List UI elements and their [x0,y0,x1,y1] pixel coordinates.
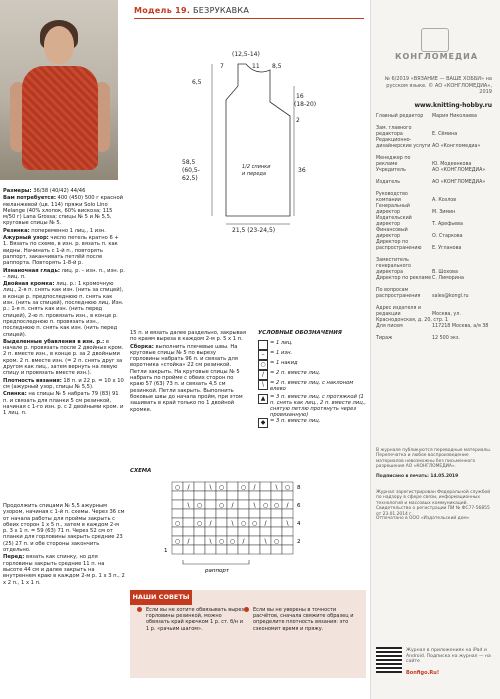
imprint-key: Генеральный директор [376,204,410,215]
imprint-value: С. Лиморина [432,276,464,281]
imprint-key: Финансовый директор [376,228,408,239]
chart-symbol: ○ [218,484,225,491]
imprint-row [376,126,492,138]
legend-text: = 3 п. вместе лиц. [270,418,321,424]
chart-symbol: \ [264,538,267,545]
imprint-value: В. Шохова [432,270,458,275]
imprint-key: Директор по распространению [376,240,422,251]
imprint-key: Зам. главного редактора [376,126,412,137]
imprint-key: Для писем [376,324,403,329]
chart-title: СХЕМА [130,468,152,474]
chart-cell [271,491,282,500]
qr-text: Журнал в приложениях на iPad и Android. Подписка на журнал — на сайте [406,648,491,665]
col1-paragraph-heading: Двойная кромка: [3,281,55,288]
col1-paragraph-heading: Ажурный узор: [3,235,49,242]
imprint-value: АО «КОНГЛОМЕДИА» [432,180,486,185]
chart-cell [183,491,194,500]
chart-symbol: ○ [196,502,203,509]
brand-subtitle: № 6/2019 «ВЯЗАНИЕ — ВАШЕ ХОББИ» на русском языке. © АО «КОНГЛОМЕДИА», 2019 [384,76,492,95]
chart-cell [183,509,194,518]
instructions-column-2 [130,330,246,414]
imprint-value: 117218 Москва, а/я 38 [432,324,489,329]
schema-note-1: 1/2 спинки [242,164,271,170]
chart-cell [194,545,205,554]
chart-cell [238,500,249,509]
chart-cell [183,527,194,536]
legend-text: = 1 лиц. [270,340,293,346]
chart-symbol: / [253,484,256,491]
rapport-bracket [183,560,249,564]
col1-paragraph-text: число петель кратно 6 + 1. Вязать по схеме, в изн. р. вязать п. как видны. Начинать с 1-й п., повторять раппорт, заканчивать петлёй после раппорта. Повторять 1-8-й р. [3,235,119,267]
imprint-row [376,336,492,342]
chart-cell [205,500,216,509]
photo-vest [22,66,98,170]
imprint-row [376,192,492,204]
col1b-paragraph [3,503,125,553]
chart-symbol: ○ [273,538,280,545]
chart-cell [216,545,227,554]
legend-item [258,418,368,430]
col1-paragraph-heading: Спинка: [3,391,27,398]
imprint-key: Адрес издателя и редакции [376,306,422,317]
schema-top-width: (12,5-14) [232,51,260,58]
chart-symbol: ○ [240,484,247,491]
imprint-value: Е. Сёмина [432,132,458,137]
imprint-value: Е. Угланова [432,246,462,251]
schema-right-2: 2 [296,117,300,124]
chart-symbol: \ [209,538,212,545]
chart-symbol: / [242,538,245,545]
chart-cell [172,545,183,554]
col1-paragraph [3,188,125,194]
imprint-row [376,156,492,168]
col1-paragraph-text: 18 п. и 22 р. = 10 х 10 см (ажурный узор, спицы № 5,5). [3,377,124,390]
imprint-value: sales@kongl.ru [432,294,469,299]
chart-symbol: \ [187,502,190,509]
chart-cell [216,518,227,527]
col1-paragraph-text: попеременно 1 лиц., 1 изн. [29,227,106,234]
chart-cell [172,527,183,536]
printer-text: Отпечатано в ООО «Издательский дом» [376,516,470,521]
chart-cell [205,527,216,536]
imprint-key: Издательский директор [376,216,412,227]
chart-cell [249,545,260,554]
schema-height-3: 62,5) [182,175,198,182]
chart-symbol: \ [231,520,234,527]
tip-1-text: Если вы не хотите обвязывать вырез горловины резинкой, можно обвязать край крючком 1 р. ст. б/н и 1 р. «рачьим шагом». [146,607,245,632]
imprint-key: Главный редактор [376,114,424,119]
col1-paragraph [3,378,125,391]
col1-paragraph-text: на спицы № 5 набрать 79 (83) 91 п. и связать для планки 5 см резинкой, начиная с 1-го изн. р. с 2 двойными кром. и 1 лиц. п. [3,391,124,417]
imprint-key: Редакционно-дизайнерские услуги [376,138,431,149]
chart-cell [183,518,194,527]
chart-symbol: ○ [229,538,236,545]
tip-2-text: Если вы не уверены в точности расчётов, сначала свяжите образец и определите плотность вязания: это сэкономит время и пряжу. [253,607,354,632]
chart-cell [271,518,282,527]
brand-logo-icon [421,28,449,52]
schema-top-left: 7 [220,63,224,70]
legend-symbol-icon: \ [258,380,268,390]
chart-cell [216,509,227,518]
col1-paragraph-text: 400 (450) 500 г красной меланжевой (цв. 114) пряжи Solo Lino Melange (40% хлопок, 60% вискоза; 115 м/50 г) Lana Grossa; спицы № 5 и № 5,5, круговые спицы № 5. [3,195,124,227]
chart-cell [282,491,293,500]
col1b-paragraph-text: вязать как спинку, но для горловины закрыть средние 11 п. на высоте 44 см и далее закрыть на внутреннем краю в каждом 2-м р. 1 х 3 п., 2 х 2 п., 1 х 1 п. [3,554,125,586]
chart-cell [172,500,183,509]
chart-cell [260,527,271,536]
chart-row-number: 4 [297,521,301,527]
tip-1 [146,607,246,632]
brand-name: КОНГЛОМЕДИА [395,52,479,61]
chart-cell [249,536,260,545]
imprint-row [376,168,492,174]
col1-paragraph [3,281,125,338]
chart-symbol: \ [209,484,212,491]
col1b-paragraph [3,554,125,585]
stitch-chart [132,476,364,586]
imprint-row [376,324,492,330]
chart-cell [205,545,216,554]
instructions-column-1 [3,188,125,417]
col1-paragraph-heading: Резинка: [3,227,30,234]
col1-paragraph-heading: Размеры: [3,188,32,194]
col1-paragraph [3,228,125,234]
chart-cell [216,527,227,536]
tip-bullet [137,607,142,612]
imprint-key: Издатель [376,180,401,185]
imprint-key: Учредитель [376,168,406,173]
schema-height-1: 58,5 [182,159,196,166]
chart-cell [282,545,293,554]
schema-outline [226,64,290,216]
chart-symbol: ○ [284,484,291,491]
chart-cell [238,527,249,536]
chart-cell [271,509,282,518]
chart-cell [249,509,260,518]
chart-cell [260,545,271,554]
chart-cell [194,482,205,491]
model-photo [0,0,118,180]
chart-cell [194,509,205,518]
col1-paragraph-heading: Вам потребуется: [3,195,56,202]
chart-cell [282,509,293,518]
chart-cell [249,491,260,500]
imprint-key: Менеджер по рекламе [376,156,411,167]
print-date: Подписано в печать: 14.05.2019 [376,474,459,479]
legend-text: = 1 изн. [270,350,293,356]
schema-side-height: 36 [298,167,306,174]
imprint-key: Тираж [376,336,393,341]
imprint-value: 12 500 экз. [432,336,460,341]
schema-height-2: (60,5- [182,167,200,174]
chart-symbol: / [187,538,190,545]
col1-paragraph [3,268,125,281]
legend-symbol-icon: ▲ [258,394,268,404]
col1-paragraph [3,391,125,416]
qr-site[interactable]: Bonfigo.Ru! [406,670,440,676]
photo-head [44,26,74,64]
imprint-value: А. Козлов [432,198,457,203]
chart-symbol: / [286,502,289,509]
chart-cell [227,527,238,536]
qr-code-icon[interactable] [376,647,402,673]
chart-symbol: \ [286,520,289,527]
legend-text: = 2 п. вместе лиц. с наклоном влево [270,380,354,392]
legend-symbol-icon [258,340,268,350]
chart-cell [238,509,249,518]
chart-row-number: 2 [297,539,301,545]
legend-text: = 1 накид [270,360,298,366]
chart-symbol: / [187,484,190,491]
imprint-value: АО «Конгломедиа» [432,144,481,149]
rapport-label: раппорт [205,568,230,574]
model-label: Модель 19. [134,6,191,15]
model-title [134,6,249,15]
title-rule [134,18,364,19]
imprint-row [376,114,492,120]
chart-cell [194,536,205,545]
chart-symbol: ○ [273,502,280,509]
schema-note-2: и переда [242,171,266,177]
chart-cell [227,545,238,554]
chart-cell [205,491,216,500]
col1-paragraph-heading: Плотность вязания: [3,377,62,384]
legend-text: = 2 п. вместе лиц. [270,370,321,376]
chart-symbol: ○ [262,502,269,509]
col1-paragraph [3,235,125,266]
imprint-row [376,228,492,240]
chart-cell [205,509,216,518]
imprint-value: М. Зимин [432,210,456,215]
imprint-value: Мария Николаева [432,114,477,119]
col2-paragraph [130,344,246,413]
chart-symbol: ○ [240,520,247,527]
chart-cell [183,545,194,554]
legend-symbol-icon: ○ [258,360,268,370]
legend-symbol-icon: / [258,370,268,380]
tips-heading: НАШИ СОВЕТЫ [130,590,192,605]
chart-cell [227,482,238,491]
col1b-paragraph-text: Продолжить спицами № 5,5 ажурным узором, начиная с 1-й п. схемы. Через 36 см от начала работы для проймы закрыть с обеих сторон 1 х 5 п., затем в каждом 2-м р. 3 х 1 п. = 59 (63) 71 п. Через 52 см от планки для горловины закрыть средние 23 (25) 27 п. и обе стороны закончить отдельно. [3,503,125,554]
chart-cell [238,491,249,500]
imprint-row [376,306,492,324]
legend-title: УСЛОВНЫЕ ОБОЗНАЧЕНИЯ [258,330,342,336]
imprint-value: Ю. Модеенкова [432,162,472,167]
imprint-value: Т. Арефьева [432,222,463,227]
col2-paragraph-text: выполнить плечевые швы. На круговые спицы № 5 по вырезу горловины набрать 96 п. и связать для воротника «стойка» 22 см резинкой. Петли закрыть. На круговые спицы № 5 набрать по пройме с обеих сторон по краю 57 (63) 73 п. и связать 4,5 см резинкой. Петли закрыть. Выполнить боковые швы до начала пройм, при этом зашивать в край только по 1 двойной кромке. [130,343,243,413]
instructions-column-1b [3,503,125,587]
chart-cell [260,482,271,491]
imprint-row [376,138,492,150]
chart-symbol: / [209,520,212,527]
tip-bullet [244,607,249,612]
schema-armhole-dim: 6,5 [192,79,202,86]
legend-text: = 3 п. вместе лиц. с протяжкой (1 п. снять как лиц., 2 п. вместе лиц., снятую петлю протянуть через провязанную) [270,394,367,418]
imprint-row [376,180,492,186]
imprint-key: По вопросам распространения [376,288,421,299]
chart-cell [271,545,282,554]
chart-cell [227,491,238,500]
imprint-row [376,258,492,276]
chart-stitch-number: 1 [164,548,168,554]
col1-paragraph [3,339,125,377]
chart-symbol: \ [275,484,278,491]
imprint-key: Руководство компании [376,192,408,203]
brand-site[interactable]: www.knitting-hobby.ru [414,102,492,109]
legend-item [258,380,368,392]
chart-symbol: ○ [196,520,203,527]
imprint-row [376,216,492,228]
chart-cell [282,527,293,536]
chart-symbol: \ [253,502,256,509]
col1-paragraph-text: в начале р. провязать после 2 двойных кром. 2 п. вместе изн., в конце р. за 2 двойными кром. 2 п. вместе изн. (= 2 п. снять друг за другом как лиц., затем вернуть на левую спицу и провязать вместе изн.). [3,338,124,377]
schema-top-right: 8,5 [272,63,282,70]
col1-paragraph-heading: Выделенные убавления в изн. р.: [3,338,105,345]
imprint-value: О. Старкова [432,234,463,239]
chart-cell [172,491,183,500]
col1-paragraph-text: лиц. р.: 1 кромочную лиц., 2-я п. снять как изн. (нить за спицей), в конце р. предпоследнюю п. снять как изн. (нить за спицей), последнюю лиц. Изн. р.: 1-я п. снять как изн. (нить перед спицей), 2-ю п. провязать изн., в конце р. предпоследнюю п. провязать изн., последнюю п. снять как изн. (нить перед спицей). [3,281,124,338]
chart-cell [238,545,249,554]
chart-cell [194,491,205,500]
col1b-paragraph-heading: Перед: [3,554,25,561]
imprint-key: Директор по рекламе [376,276,432,281]
col2-paragraph-heading: Сборка: [130,343,154,350]
imprint-footnote: В журнале публикуются переводные материалы. Перепечатка и любое воспроизведение материалов невозможны без письменного разрешения АО «КОНГЛОМЕДИА». [376,448,492,470]
tip-2 [253,607,361,632]
schema-top-mid: 11 [252,63,260,70]
chart-cell [216,491,227,500]
chart-row-number: 6 [297,503,301,509]
col1-paragraph-text: лиц. р. – изн. п., изн. р. – лиц. п. [3,267,125,280]
chart-cell [249,527,260,536]
col1-paragraph-heading: Изнаночная гладь: [3,267,60,274]
legend-symbol-icon: ◆ [258,418,268,428]
model-name: БЕЗРУКАВКА [193,6,250,15]
schema-bottom-width: 21,5 (23-24,5) [232,227,276,234]
chart-row-number: 8 [297,485,301,491]
imprint-key: Заместитель генерального директора [376,258,411,275]
chart-cell [227,509,238,518]
col1-paragraph-text: 36/38 (40/42) 44/46 [31,188,86,194]
pattern-schema [180,46,370,326]
chart-symbol: ○ [174,520,181,527]
chart-symbol: ○ [218,502,225,509]
imprint-row [376,204,492,216]
col2-paragraph [130,330,246,343]
chart-cell [172,509,183,518]
chart-cell [260,491,271,500]
imprint-row [376,240,492,252]
chart-symbol: ○ [251,520,258,527]
imprint-value: АО «КОНГЛОМЕДИА» [432,168,486,173]
imprint-row [376,288,492,300]
col2-paragraph-text: 15 п. и вязать далее раздельно, закрывая по краям выреза в каждом 2-м р. 5 х 1 п. [130,330,246,343]
col1-paragraph [3,195,125,226]
imprint-value: Москва, ул. Краснодонская, д. 20, стр. 1 [376,312,461,323]
chart-symbol: ○ [174,484,181,491]
chart-cell [271,527,282,536]
imprint-row [376,276,492,282]
chart-symbol: / [231,502,234,509]
legend-symbol-icon: – [258,350,268,360]
chart-symbol: ○ [218,538,225,545]
chart-cell [260,509,271,518]
schema-right-18-20: (18-20) [294,101,317,108]
chart-cell [282,536,293,545]
chart-cell [194,527,205,536]
chart-symbol: ○ [174,538,181,545]
registration-text: Журнал зарегистрирован Федеральной службой по надзору в сфере связи, информационных технологий и массовых коммуникаций. Свидетельство о регистрации ПИ № ФС77-56855 от 23.01.2014 г. [376,490,491,517]
chart-symbol: / [264,520,267,527]
schema-right-16: 16 [296,93,304,100]
legend-item [258,394,368,418]
